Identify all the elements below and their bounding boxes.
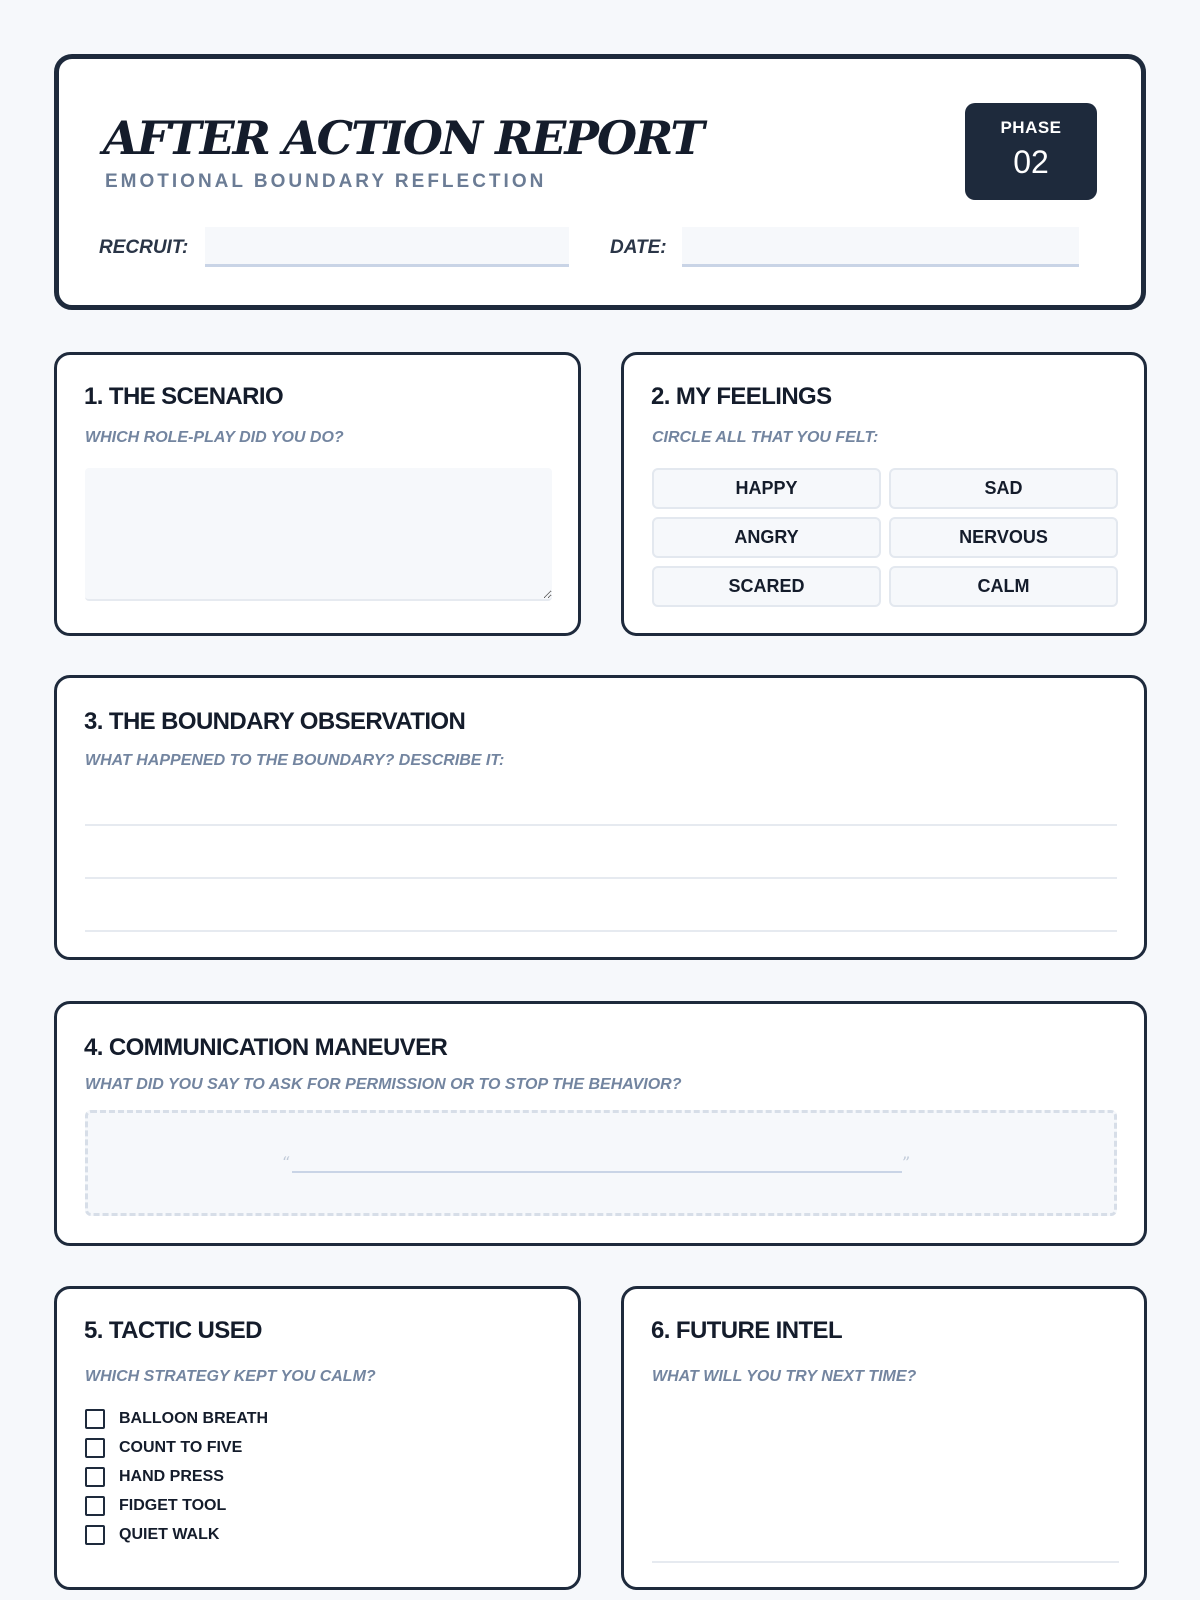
recruit-field[interactable] — [205, 227, 569, 267]
feeling-option-sad[interactable]: SAD — [889, 468, 1118, 509]
page-title: AFTER ACTION REPORT — [103, 111, 703, 165]
open-quote-icon: “ — [282, 1153, 291, 1172]
close-quote-icon: ” — [902, 1153, 911, 1172]
date-field[interactable] — [682, 227, 1079, 267]
section-title: 2. MY FEELINGS — [651, 383, 832, 410]
tactic-option-quiet-walk[interactable] — [85, 1520, 268, 1549]
phase-badge — [965, 103, 1097, 200]
feeling-option-nervous[interactable]: NERVOUS — [889, 517, 1118, 558]
section-scenario — [54, 352, 581, 636]
section-prompt: WHAT WILL YOU TRY NEXT TIME? — [652, 1368, 917, 1385]
checkbox[interactable] — [85, 1496, 105, 1516]
section-feelings — [621, 352, 1147, 636]
tactic-label: QUIET WALK — [119, 1525, 220, 1543]
tactic-label: FIDGET TOOL — [119, 1496, 227, 1514]
section-title: 6. FUTURE INTEL — [651, 1317, 843, 1344]
section-prompt: CIRCLE ALL THAT YOU FELT: — [652, 429, 879, 446]
section-title: 1. THE SCENARIO — [84, 383, 284, 410]
tactic-label: COUNT TO FIVE — [119, 1438, 243, 1456]
recruit-label: RECRUIT: — [99, 237, 189, 258]
section-prompt: WHAT HAPPENED TO THE BOUNDARY? DESCRIBE IT: — [85, 752, 505, 769]
section-prompt: WHICH ROLE-PLAY DID YOU DO? — [85, 429, 344, 446]
tactic-option-fidget-tool[interactable] — [85, 1491, 268, 1520]
feeling-option-scared[interactable]: SCARED — [652, 566, 881, 607]
maneuver-answer-box — [85, 1110, 1117, 1216]
tactic-label: BALLOON BREATH — [119, 1409, 269, 1427]
page-subtitle: EMOTIONAL BOUNDARY REFLECTION — [105, 171, 547, 192]
feeling-option-happy[interactable]: HAPPY — [652, 468, 881, 509]
tactic-checklist — [85, 1404, 268, 1549]
section-title: 4. COMMUNICATION MANEUVER — [84, 1034, 448, 1061]
writing-line-2[interactable] — [85, 877, 1117, 879]
tactic-option-hand-press[interactable] — [85, 1462, 268, 1491]
checkbox[interactable] — [85, 1525, 105, 1545]
scenario-answer-field[interactable] — [85, 468, 552, 601]
future-answer-field[interactable] — [652, 1401, 1119, 1563]
feeling-option-angry[interactable]: ANGRY — [652, 517, 881, 558]
writing-line-3[interactable] — [85, 930, 1117, 932]
writing-line-1[interactable] — [85, 824, 1117, 826]
maneuver-answer-field[interactable] — [292, 1149, 902, 1173]
tactic-label: HAND PRESS — [119, 1467, 224, 1485]
section-communication-maneuver — [54, 1001, 1147, 1246]
feelings-grid — [652, 468, 1118, 607]
section-future-intel — [621, 1286, 1147, 1590]
section-prompt: WHICH STRATEGY KEPT YOU CALM? — [85, 1368, 376, 1385]
date-label: DATE: — [610, 237, 667, 258]
section-tactic-used — [54, 1286, 581, 1590]
phase-label: PHASE — [1000, 118, 1062, 137]
feeling-option-calm[interactable]: CALM — [889, 566, 1118, 607]
report-header — [54, 54, 1146, 310]
checkbox[interactable] — [85, 1438, 105, 1458]
tactic-option-count-to-five[interactable] — [85, 1433, 268, 1462]
section-boundary-observation — [54, 675, 1147, 960]
section-title: 5. TACTIC USED — [84, 1317, 262, 1344]
checkbox[interactable] — [85, 1467, 105, 1487]
section-prompt: WHAT DID YOU SAY TO ASK FOR PERMISSION OR TO STOP THE BEHAVIOR? — [85, 1076, 682, 1093]
phase-number: 02 — [1013, 144, 1049, 180]
checkbox[interactable] — [85, 1409, 105, 1429]
tactic-option-balloon-breath[interactable] — [85, 1404, 268, 1433]
section-title: 3. THE BOUNDARY OBSERVATION — [84, 708, 466, 735]
